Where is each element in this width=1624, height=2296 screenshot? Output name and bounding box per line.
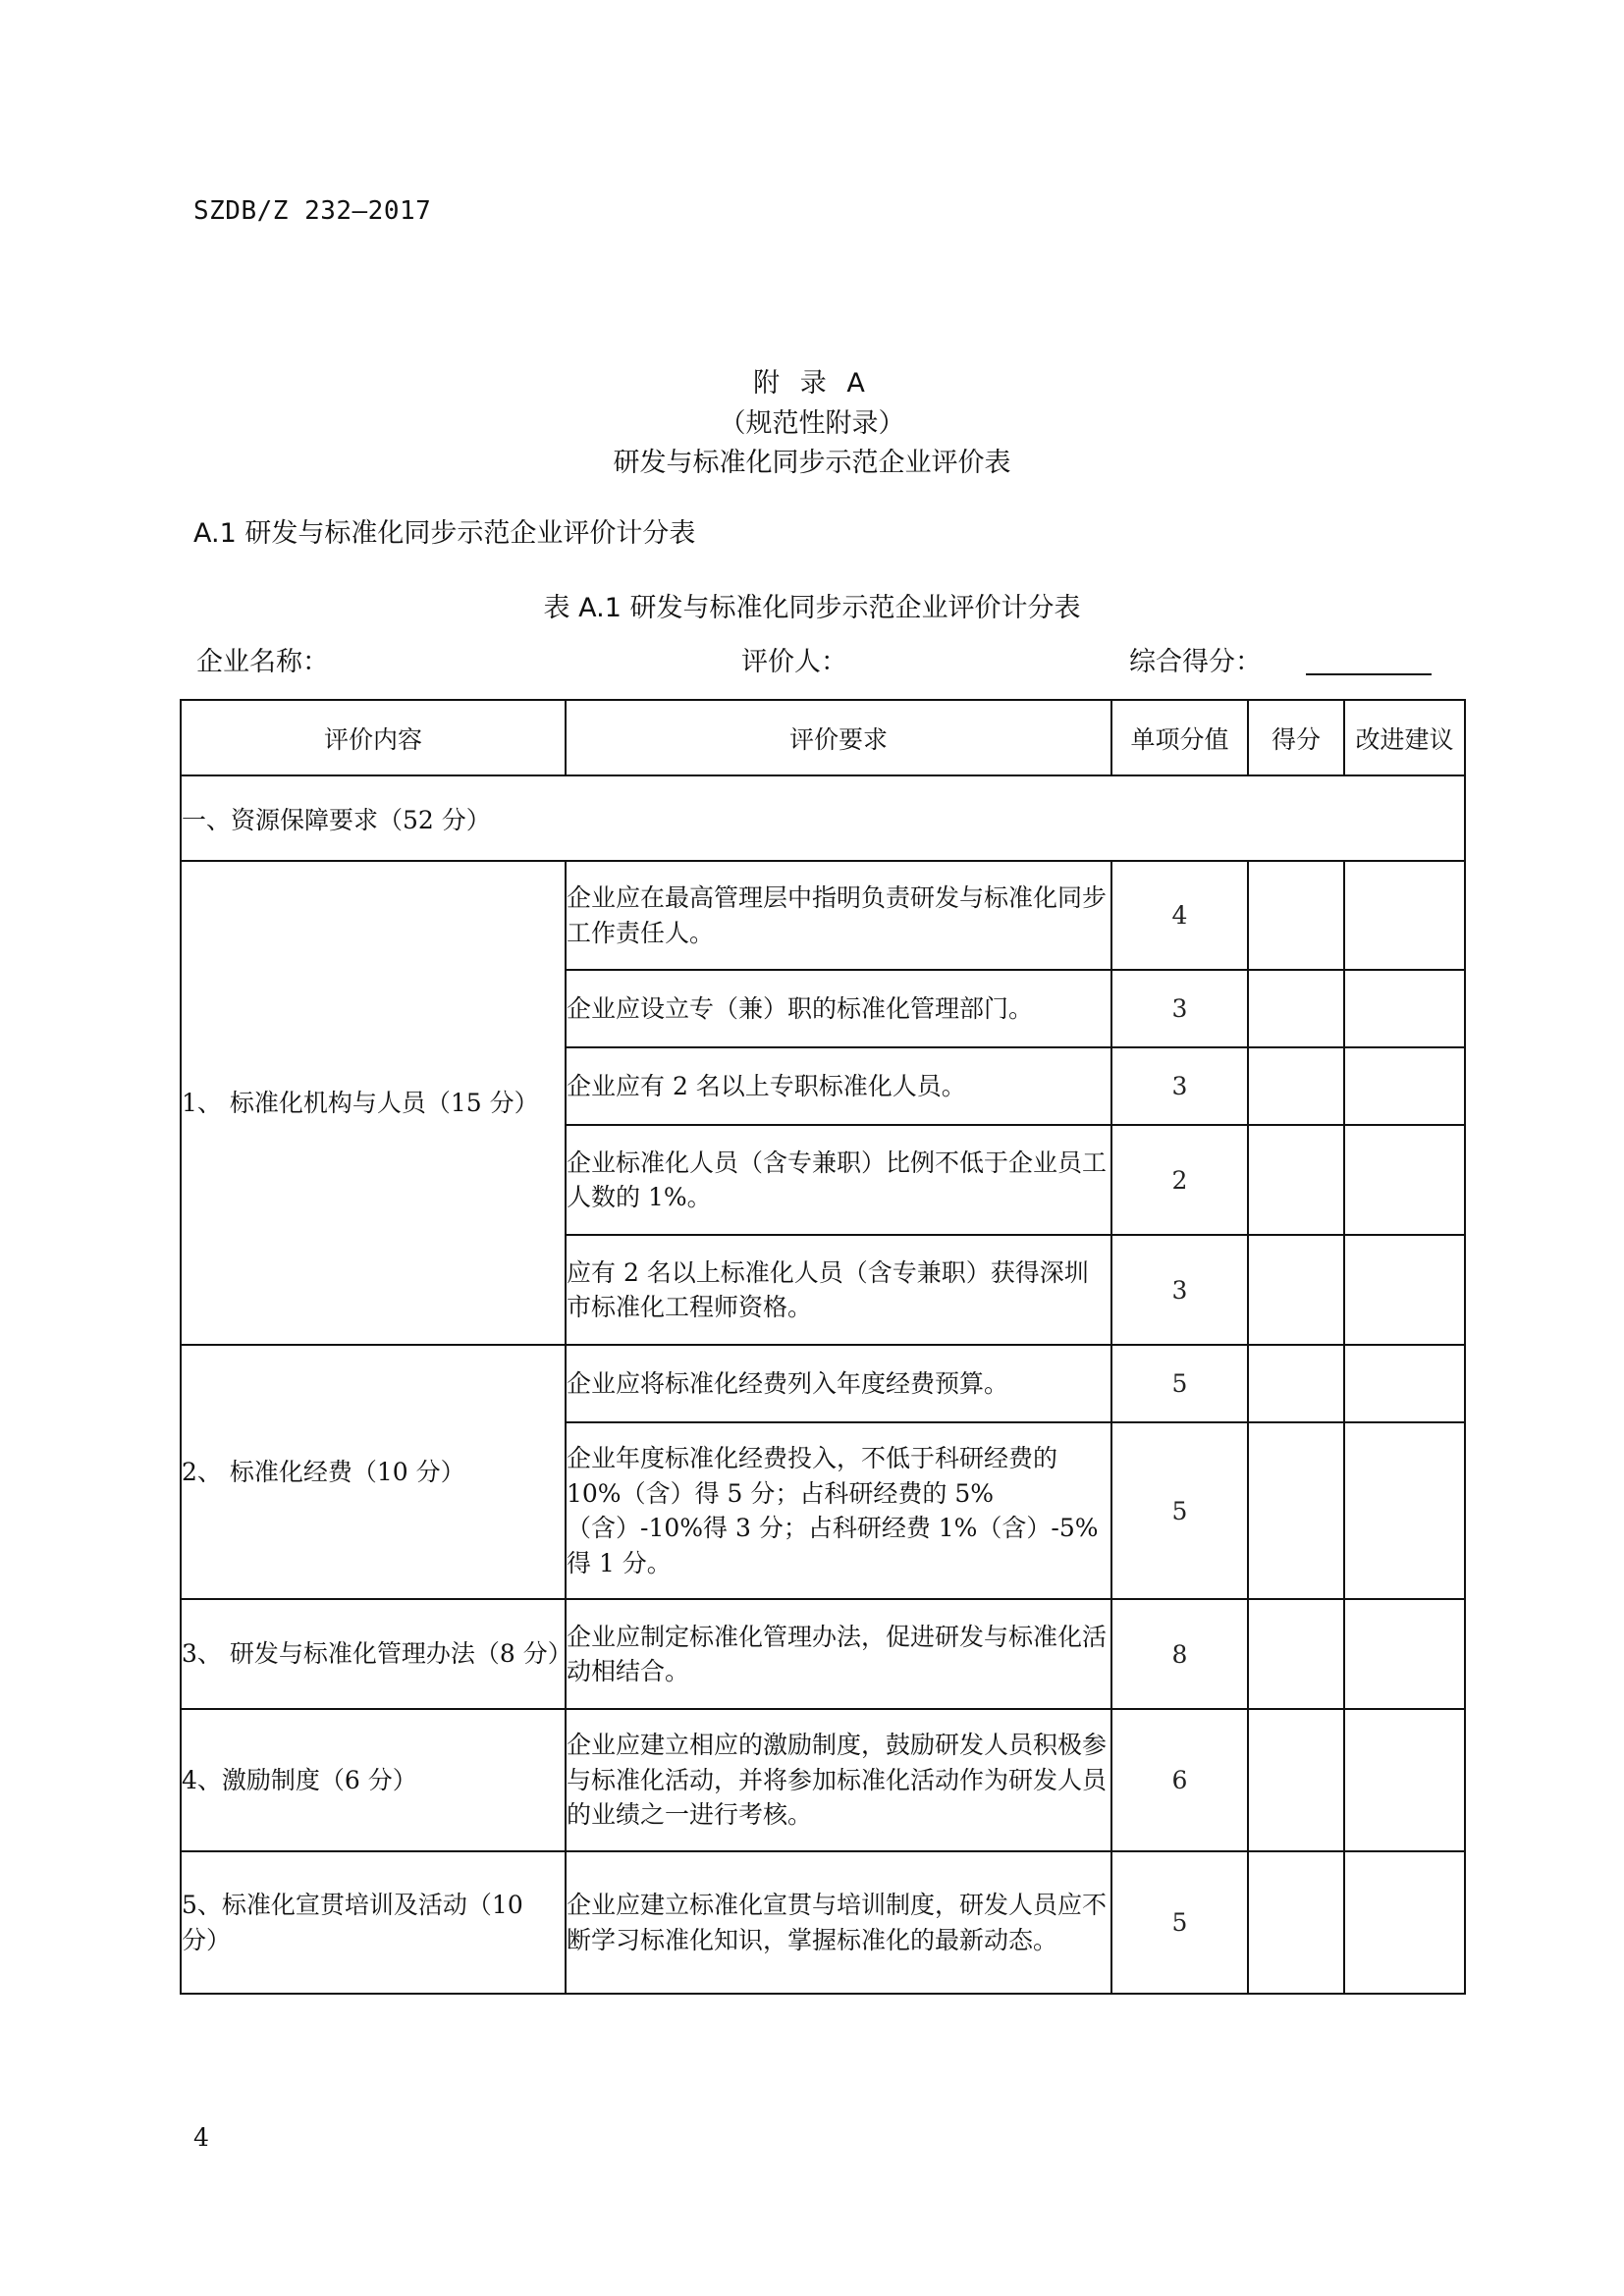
section-resource-guarantee: 一、资源保障要求（52 分） <box>181 775 1465 861</box>
appendix-type: （规范性附录） <box>719 408 905 439</box>
requirement-cell: 企业应制定标准化管理办法，促进研发与标准化活动相结合。 <box>566 1599 1111 1709</box>
table-header-row <box>181 700 1465 775</box>
points-cell: 5 <box>1111 1851 1248 1994</box>
category-cell: 4、激励制度（6 分） <box>181 1709 566 1851</box>
table-row <box>181 861 1465 970</box>
points-cell: 4 <box>1111 861 1248 970</box>
section-title: A.1 研发与标准化同步示范企业评价计分表 <box>193 518 696 549</box>
section-row <box>181 775 1465 861</box>
document-code: SZDB/Z 232—2017 <box>193 196 432 226</box>
evaluator-label: 评价人： <box>741 647 847 677</box>
header-improvement-suggestion: 改进建议 <box>1344 700 1465 775</box>
suggestion-cell[interactable] <box>1344 1709 1465 1851</box>
page-number: 4 <box>193 2123 209 2152</box>
score-cell[interactable] <box>1248 1851 1344 1994</box>
requirement-cell: 企业应有 2 名以上专职标准化人员。 <box>566 1047 1111 1125</box>
header-evaluation-content: 评价内容 <box>181 700 566 775</box>
table-caption: 表 A.1 研发与标准化同步示范企业评价计分表 <box>543 593 1081 623</box>
points-cell: 3 <box>1111 970 1248 1047</box>
score-cell[interactable] <box>1248 1125 1344 1235</box>
suggestion-cell[interactable] <box>1344 1422 1465 1599</box>
requirement-cell: 企业应建立标准化宣贯与培训制度，研发人员应不断学习标准化知识，掌握标准化的最新动态。 <box>566 1851 1111 1994</box>
category-cell: 3、 研发与标准化管理办法（8 分） <box>181 1599 566 1709</box>
requirement-cell: 企业应建立相应的激励制度，鼓励研发人员积极参与标准化活动，并将参加标准化活动作为研发人员的业绩之一进行考核。 <box>566 1709 1111 1851</box>
category-cell: 5、标准化宣贯培训及活动（10 分） <box>181 1851 566 1994</box>
suggestion-cell[interactable] <box>1344 1345 1465 1422</box>
table-row <box>181 1851 1465 1994</box>
evaluation-score-table <box>180 699 1466 1995</box>
suggestion-cell[interactable] <box>1344 1235 1465 1345</box>
score-cell[interactable] <box>1248 1235 1344 1345</box>
header-item-points: 单项分值 <box>1111 700 1248 775</box>
table-row <box>181 1345 1465 1422</box>
suggestion-cell[interactable] <box>1344 1125 1465 1235</box>
table-row <box>181 1599 1465 1709</box>
suggestion-cell[interactable] <box>1344 970 1465 1047</box>
points-cell: 3 <box>1111 1235 1248 1345</box>
total-score-label: 综合得分： <box>1129 647 1262 677</box>
points-cell: 5 <box>1111 1422 1248 1599</box>
score-cell[interactable] <box>1248 1047 1344 1125</box>
company-name-label: 企业名称： <box>196 647 329 677</box>
header-score: 得分 <box>1248 700 1344 775</box>
header-evaluation-requirement: 评价要求 <box>566 700 1111 775</box>
score-cell[interactable] <box>1248 1709 1344 1851</box>
requirement-cell: 企业年度标准化经费投入，不低于科研经费的 10%（含）得 5 分；占科研经费的 5%（含）-10%得 3 分；占科研经费 1%（含）-5%得 1 分。 <box>566 1422 1111 1599</box>
suggestion-cell[interactable] <box>1344 861 1465 970</box>
points-cell: 2 <box>1111 1125 1248 1235</box>
category-cell: 2、 标准化经费（10 分） <box>181 1345 566 1599</box>
points-cell: 6 <box>1111 1709 1248 1851</box>
points-cell: 5 <box>1111 1345 1248 1422</box>
suggestion-cell[interactable] <box>1344 1047 1465 1125</box>
appendix-label: 附 录 A <box>753 368 871 399</box>
requirement-cell: 企业应设立专（兼）职的标准化管理部门。 <box>566 970 1111 1047</box>
total-score-blank-line <box>1306 673 1432 675</box>
requirement-cell: 企业应将标准化经费列入年度经费预算。 <box>566 1345 1111 1422</box>
points-cell: 8 <box>1111 1599 1248 1709</box>
score-cell[interactable] <box>1248 1345 1344 1422</box>
requirement-cell: 企业标准化人员（含专兼职）比例不低于企业员工人数的 1%。 <box>566 1125 1111 1235</box>
score-cell[interactable] <box>1248 861 1344 970</box>
score-cell[interactable] <box>1248 970 1344 1047</box>
appendix-title: 研发与标准化同步示范企业评价表 <box>613 448 1011 478</box>
suggestion-cell[interactable] <box>1344 1851 1465 1994</box>
score-cell[interactable] <box>1248 1422 1344 1599</box>
suggestion-cell[interactable] <box>1344 1599 1465 1709</box>
table-row <box>181 1709 1465 1851</box>
score-cell[interactable] <box>1248 1599 1344 1709</box>
requirement-cell: 应有 2 名以上标准化人员（含专兼职）获得深圳市标准化工程师资格。 <box>566 1235 1111 1345</box>
category-cell: 1、 标准化机构与人员（15 分） <box>181 861 566 1345</box>
points-cell: 3 <box>1111 1047 1248 1125</box>
requirement-cell: 企业应在最高管理层中指明负责研发与标准化同步工作责任人。 <box>566 861 1111 970</box>
